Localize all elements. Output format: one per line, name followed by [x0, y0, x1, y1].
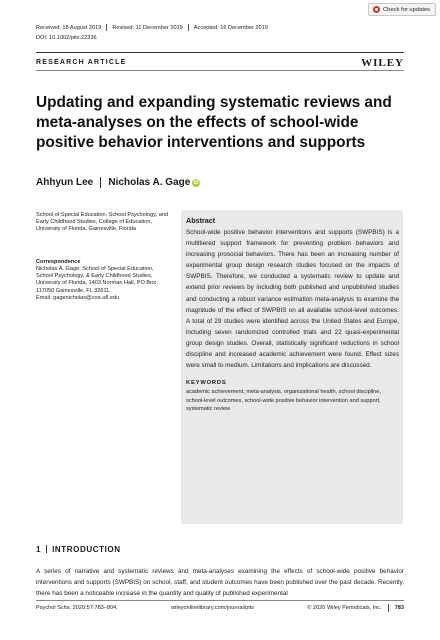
- journal-url[interactable]: wileyonlinelibrary.com/journal/pits: [171, 605, 254, 611]
- correspondence-email[interactable]: Email: gagenicholas@coe.ufl.edu: [36, 294, 120, 301]
- correspondence-address: Nicholas A. Gage, School of Special Education, School Psychology, & Early Childhood Studies, University of Florida, 1403 Norman Hall, PO Box 117050 Gainesville, FL 32611.: [36, 266, 157, 294]
- publisher-logo: WILEY: [361, 57, 404, 69]
- top-rule: [36, 52, 404, 53]
- crossmark-icon: [373, 6, 380, 13]
- intro-paragraph: A series of narrative and systematic reviews and meta‐analyses examining the effects of school‐wide positive behavior interventions and supports (SWPBIS) on school, staff, and student outcomes have been published over the past decade. Recently, there has been a noticeable increase in the quantity and quality of published experimental: [36, 568, 404, 598]
- orcid-icon[interactable]: iD: [193, 179, 199, 186]
- author-line: [36, 177, 200, 188]
- page-footer: [36, 604, 404, 612]
- footer-rule: [36, 600, 404, 601]
- author-1[interactable]: Ahhyun Lee: [36, 177, 94, 188]
- copyright: © 2020 Wiley Periodicals, Inc.: [307, 605, 382, 611]
- abstract-heading: Abstract: [186, 216, 216, 225]
- abstract-box: [181, 210, 403, 524]
- received-date: Received: 18 August 2019: [36, 24, 102, 31]
- divider: [100, 177, 101, 188]
- page-number: 783: [394, 605, 404, 611]
- doi[interactable]: DOI: 10.1002/pits.22336: [36, 35, 97, 41]
- revised-date: Revised: 11 December 2019: [112, 24, 183, 31]
- divider: [188, 24, 189, 31]
- keywords-heading: KEYWORDS: [186, 380, 227, 387]
- section-heading: [36, 545, 121, 554]
- header-rule: [36, 70, 404, 71]
- journal-citation: Psychol Schs. 2020;57:783–804.: [36, 605, 118, 611]
- keywords: academic achievement, meta‐analysis, organizational health, school discipline, school‐level outcomes, school‐wide positive behavior intervention and support, systematic review: [186, 389, 381, 413]
- check-for-updates-label: Check for updates: [383, 6, 431, 13]
- correspondence: [36, 266, 172, 302]
- divider: [106, 24, 107, 31]
- check-for-updates-button[interactable]: [368, 3, 436, 16]
- affiliation: School of Special Education, School Psychology, and Early Childhood Studies, College of Education, University of Florida, Gainesville, Florida: [36, 212, 169, 233]
- article-title: Updating and expanding systematic reviews and meta‐analyses on the effects of school‐wide positive behavior interventions and supports: [36, 94, 392, 151]
- abstract-text: School‐wide positive behavior interventions and supports (SWPBIS) is a multitiered support framework for preventing problem behaviors and increasing prosocial behaviors. There has been an increasing number of experimental group design research studies focused on the impacts of SWPBIS. Therefore, we conducted a systematic review to update and extend prior reviews by including both published and unpublished studies and conducting a robust variance estimation meta‐analysis to examine the magnitude of the effect of SWPBIS on all available school‐level outcomes. A total of 29 studies were identified across the United States and Europe, including seven randomized controlled trials and 22 quasi‐experimental group design studies. Overall, statistically significant reductions in school discipline and increased academic achievement were found. Effect sizes were small to medium. Limitations and implications are discussed.: [186, 229, 399, 370]
- correspondence-heading: Correspondence: [36, 259, 81, 265]
- divider: [46, 545, 47, 553]
- article-dates: [36, 24, 268, 31]
- author-2[interactable]: Nicholas A. Gage: [108, 177, 191, 188]
- section-title: INTRODUCTION: [52, 545, 121, 554]
- section-number: 1: [36, 545, 42, 554]
- footer-right: [307, 604, 404, 612]
- accepted-date: Accepted: 16 December 2019: [193, 24, 268, 31]
- divider: [388, 604, 389, 612]
- article-type: RESEARCH ARTICLE: [36, 59, 127, 66]
